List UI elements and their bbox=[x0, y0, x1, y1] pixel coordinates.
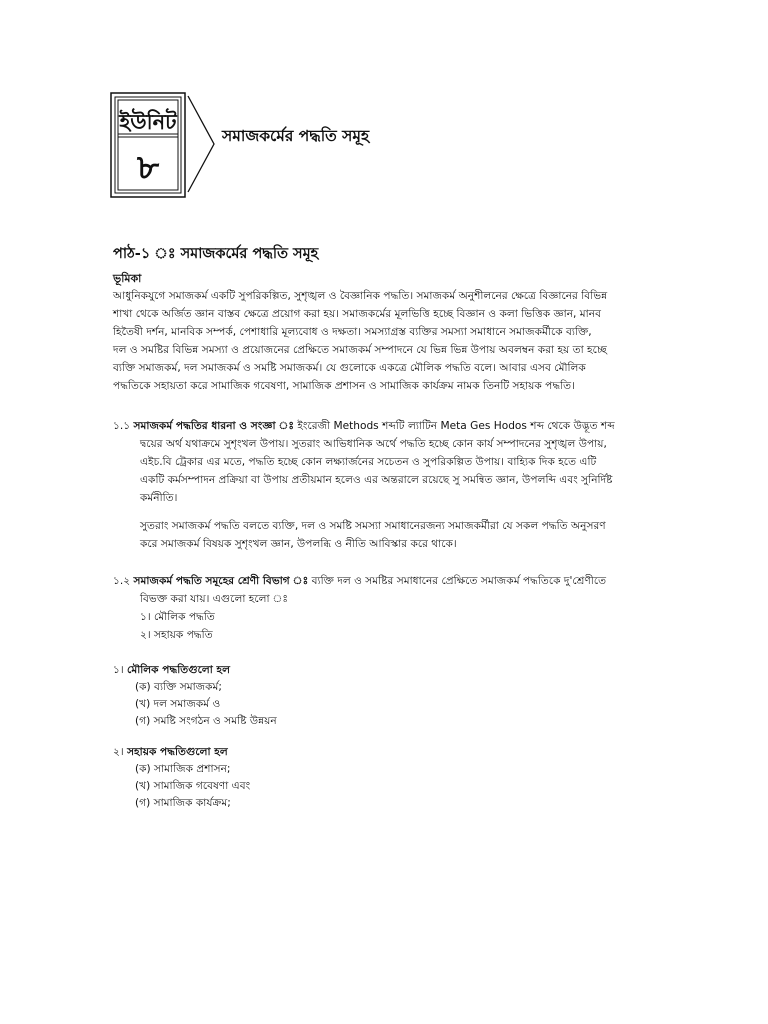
basic-methods bbox=[113, 662, 277, 730]
unit-label: ইউনিট bbox=[119, 110, 177, 134]
section-1-2-line2: বিভক্ত করা যায়। এগুলো হলো ঃ bbox=[140, 593, 289, 605]
intro-line: শাখা থেকে অর্জিত জ্ঞান বাস্তব ক্ষেত্রে প্রয়োগ করা হয়। সমাজকর্মের মূলভিত্তি হচ্ছে বিজ্ঞান ও কলা ভিত্তিক জ্ঞান, মানব bbox=[113, 308, 601, 320]
unit-box bbox=[110, 92, 186, 198]
section-1-1-para2-line: করে সমাজকর্ম বিষয়ক সুশৃংখল জ্ঞান, উপলব্ধি ও নীতি আবিস্কার করে থাকে। bbox=[140, 538, 457, 550]
section-1-2-number: ১.২ bbox=[113, 575, 131, 587]
support-methods bbox=[113, 744, 250, 812]
intro-line: পদ্ধতিকে সহায়তা করে সামাজিক গবেষণা, সামাজিক প্রশাসন ও সামাজিক কার্যক্রম নামক তিনটি সহায়ক পদ্ধতি। bbox=[113, 380, 575, 392]
support-methods-heading: সহায়ক পদ্ধতিগুলো হল bbox=[127, 746, 228, 758]
support-methods-number: ২। bbox=[113, 746, 124, 758]
intro-line: ব্যক্তি সমাজকর্ম, দল সমাজকর্ম ও সমষ্টি সমাজকর্ম। যে গুলোকে একত্রে মৌলিক পদ্ধতি বলে। আবার এসব মৌলিক bbox=[113, 362, 586, 374]
section-1-2 bbox=[113, 572, 606, 644]
basic-methods-number: ১। bbox=[113, 664, 124, 676]
section-1-1-line1: ইংরেজী Methods শব্দটি ল্যাটিন Meta Ges Hodos শব্দ থেকে উদ্ভূত শব্দ bbox=[294, 420, 615, 432]
section-1-1 bbox=[113, 417, 615, 507]
section-1-1-number: ১.১ bbox=[113, 420, 131, 432]
section-1-1-line: কর্মনীতি। bbox=[140, 492, 178, 504]
section-1-2-line1: ব্যক্তি দল ও সমষ্টির সমাধানের প্রেক্ষিতে সমাজকর্ম পদ্ধতিকে দু'শ্রেণীতে bbox=[308, 575, 607, 587]
intro-heading: ভূমিকা bbox=[113, 272, 142, 285]
section-1-1-heading: সমাজকর্ম পদ্ধতির ধারনা ও সংজ্ঞা ঃ bbox=[133, 420, 295, 432]
basic-methods-item: (খ) দল সমাজকর্ম ও bbox=[135, 698, 221, 710]
intro-line: হিতৈষী দর্শন, মানবিক সম্পর্ক, পেশাধারি মূল্যবোধ ও দক্ষতা। সমস্যাগ্রস্ত ব্যক্তির সমস্যা সমাধানে সমাজকর্মীকে ব্যক্তি, bbox=[113, 326, 592, 338]
support-methods-item: (ক) সামাজিক প্রশাসন; bbox=[135, 763, 231, 775]
intro-line: দল ও সমষ্টির বিভিন্ন সমস্যা ও প্রয়োজনের প্রেক্ষিতে সমাজকর্ম সম্পাদনে যে ভিন্ন ভিন্ন উপায় অবলম্বন করা হয় তা হচ্ছে bbox=[113, 344, 607, 356]
section-1-2-item: ২। সহায়ক পদ্ধতি bbox=[140, 629, 213, 641]
section-1-2-heading: সমাজকর্ম পদ্ধতি সমূহের শ্রেণী বিভাগ ঃ bbox=[133, 575, 309, 587]
intro-paragraph bbox=[113, 287, 607, 395]
section-1-2-item: ১। মৌলিক পদ্ধতি bbox=[140, 611, 215, 623]
basic-methods-heading: মৌলিক পদ্ধতিগুলো হল bbox=[127, 664, 230, 676]
section-1-1-line: দ্বয়ের অর্থ যথাক্রমে সুশৃংখল উপায়। সুতরাং আভিধানিক অর্থে পদ্ধতি হচ্ছে কোন কার্য সম্পাদনের সুশৃঙ্খল উপায়, bbox=[140, 438, 607, 450]
intro-line: আধুনিকযুগে সমাজকর্ম একটি সুপরিকল্পিত, সুশৃঙ্খল ও বৈজ্ঞানিক পদ্ধতি। সমাজকর্ম অনুশীলনের ক্ষেত্রে বিজ্ঞানের বিভিন্ন bbox=[113, 290, 608, 302]
section-1-1-line: এইচ.বি ট্রেকার এর মতে, পদ্ধতি হচ্ছে কোন লক্ষ্যার্জনের সচেতন ও সুপরিকল্পিত উপায়। বাহ্যিক দিক হতে এটি bbox=[140, 456, 597, 468]
chevron-arrow-icon bbox=[186, 92, 226, 198]
lesson-title: পাঠ-১ ঃ সমাজকর্মের পদ্ধতি সমূহ bbox=[113, 246, 319, 262]
basic-methods-item: (ক) ব্যক্তি সমাজকর্ম; bbox=[135, 681, 222, 693]
support-methods-item: (খ) সামাজিক গবেষণা এবং bbox=[135, 780, 251, 792]
support-methods-item: (গ) সামাজিক কার্যক্রম; bbox=[135, 797, 231, 809]
section-1-1-paragraph-2 bbox=[113, 517, 606, 553]
section-1-1-para2-line: সুতরাং সমাজকর্ম পদ্ধতি বলতে ব্যক্তি, দল ও সমষ্টি সমস্যা সমাধানেরজন্য সমাজকর্মীরা যে সকল পদ্ধতি অনুসরণ bbox=[140, 520, 606, 532]
basic-methods-item: (গ) সমষ্টি সংগঠন ও সমষ্টি উন্নয়ন bbox=[135, 715, 277, 727]
unit-number: ৮ bbox=[136, 148, 160, 188]
chapter-title: সমাজকর্মের পদ্ধতি সমূহ bbox=[222, 127, 370, 145]
section-1-1-line: একটি কর্মসম্পাদন প্রক্রিয়া বা উপায় প্রতীয়মান হলেও এর অন্তরালে রয়েছে সু সমন্বিত জ্ঞান, উপলব্দি এবং সুনির্দিষ্ট bbox=[140, 474, 613, 486]
